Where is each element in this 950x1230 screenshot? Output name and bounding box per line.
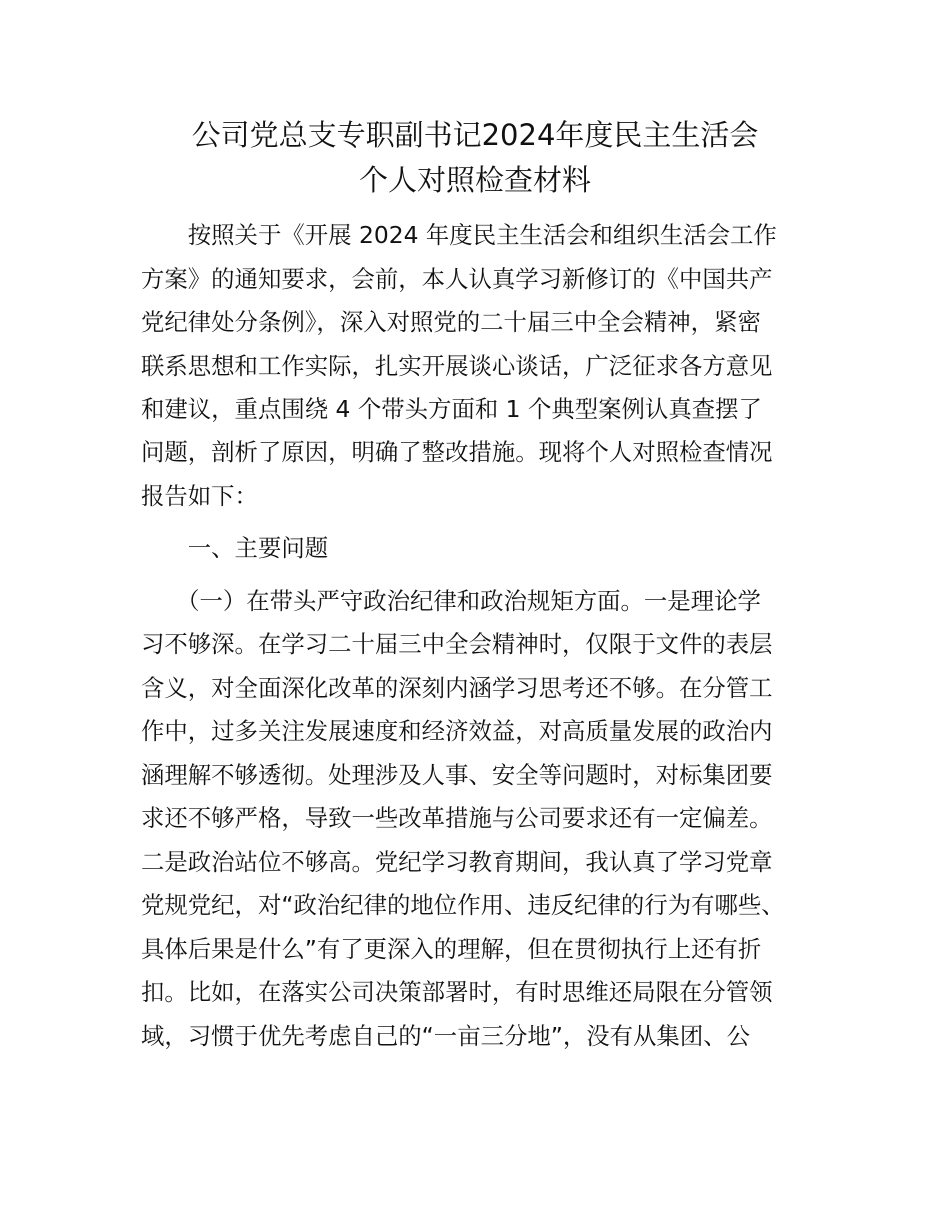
document-title-line-2: 个人对照检查材料	[358, 163, 591, 197]
body-text-line: 作中，过多关注发展速度和经济效益，对高质量发展的政治内	[141, 717, 773, 745]
body-text-line: 报告如下：	[141, 482, 258, 510]
body-text-line: 和建议，重点围绕 4 个带头方面和 1 个典型案例认真查摆了	[141, 395, 762, 423]
body-text-line: 按照关于《开展 2024 年度民主生活会和组织生活会工作	[141, 221, 777, 249]
body-text-line: 具体后果是什么”有了更深入的理解，但在贯彻执行上还有折	[141, 935, 762, 963]
body-text-line: 联系思想和工作实际，扎实开展谈心谈话，广泛征求各方意见	[141, 352, 773, 380]
body-text-line: 扣。比如，在落实公司决策部署时，有时思维还局限在分管领	[141, 978, 773, 1006]
document-title-line-1: 公司党总支专职副书记2024年度民主生活会	[191, 118, 759, 152]
body-text-line: 党规党纪，对“政治纪律的地位作用、违反纪律的行为有哪些、	[141, 891, 785, 919]
body-text-line: （一）在带头严守政治纪律和政治规矩方面。一是理论学	[141, 587, 761, 615]
section-heading: 一、主要问题	[141, 534, 329, 562]
body-text-line: 求还不够严格，导致一些改革措施与公司要求还有一定偏差。	[141, 804, 773, 832]
body-text-line: 含义，对全面深化改革的深刻内涵学习思考还不够。在分管工	[141, 674, 773, 702]
body-text-line: 涵理解不够透彻。处理涉及人事、安全等问题时，对标集团要	[141, 761, 773, 789]
body-text-line: 问题，剖析了原因，明确了整改措施。现将个人对照检查情况	[141, 438, 773, 466]
body-text-line: 习不够深。在学习二十届三中全会精神时，仅限于文件的表层	[141, 630, 773, 658]
body-text-line: 二是政治站位不够高。党纪学习教育期间，我认真了学习党章	[141, 848, 773, 876]
body-text-line: 方案》的通知要求，会前，本人认真学习新修订的《中国共产	[141, 265, 773, 293]
body-text-line: 党纪律处分条例》，深入对照党的二十届三中全会精神，紧密	[141, 308, 761, 336]
body-text-line: 域，习惯于优先考虑自己的“一亩三分地”，没有从集团、公	[141, 1022, 750, 1050]
